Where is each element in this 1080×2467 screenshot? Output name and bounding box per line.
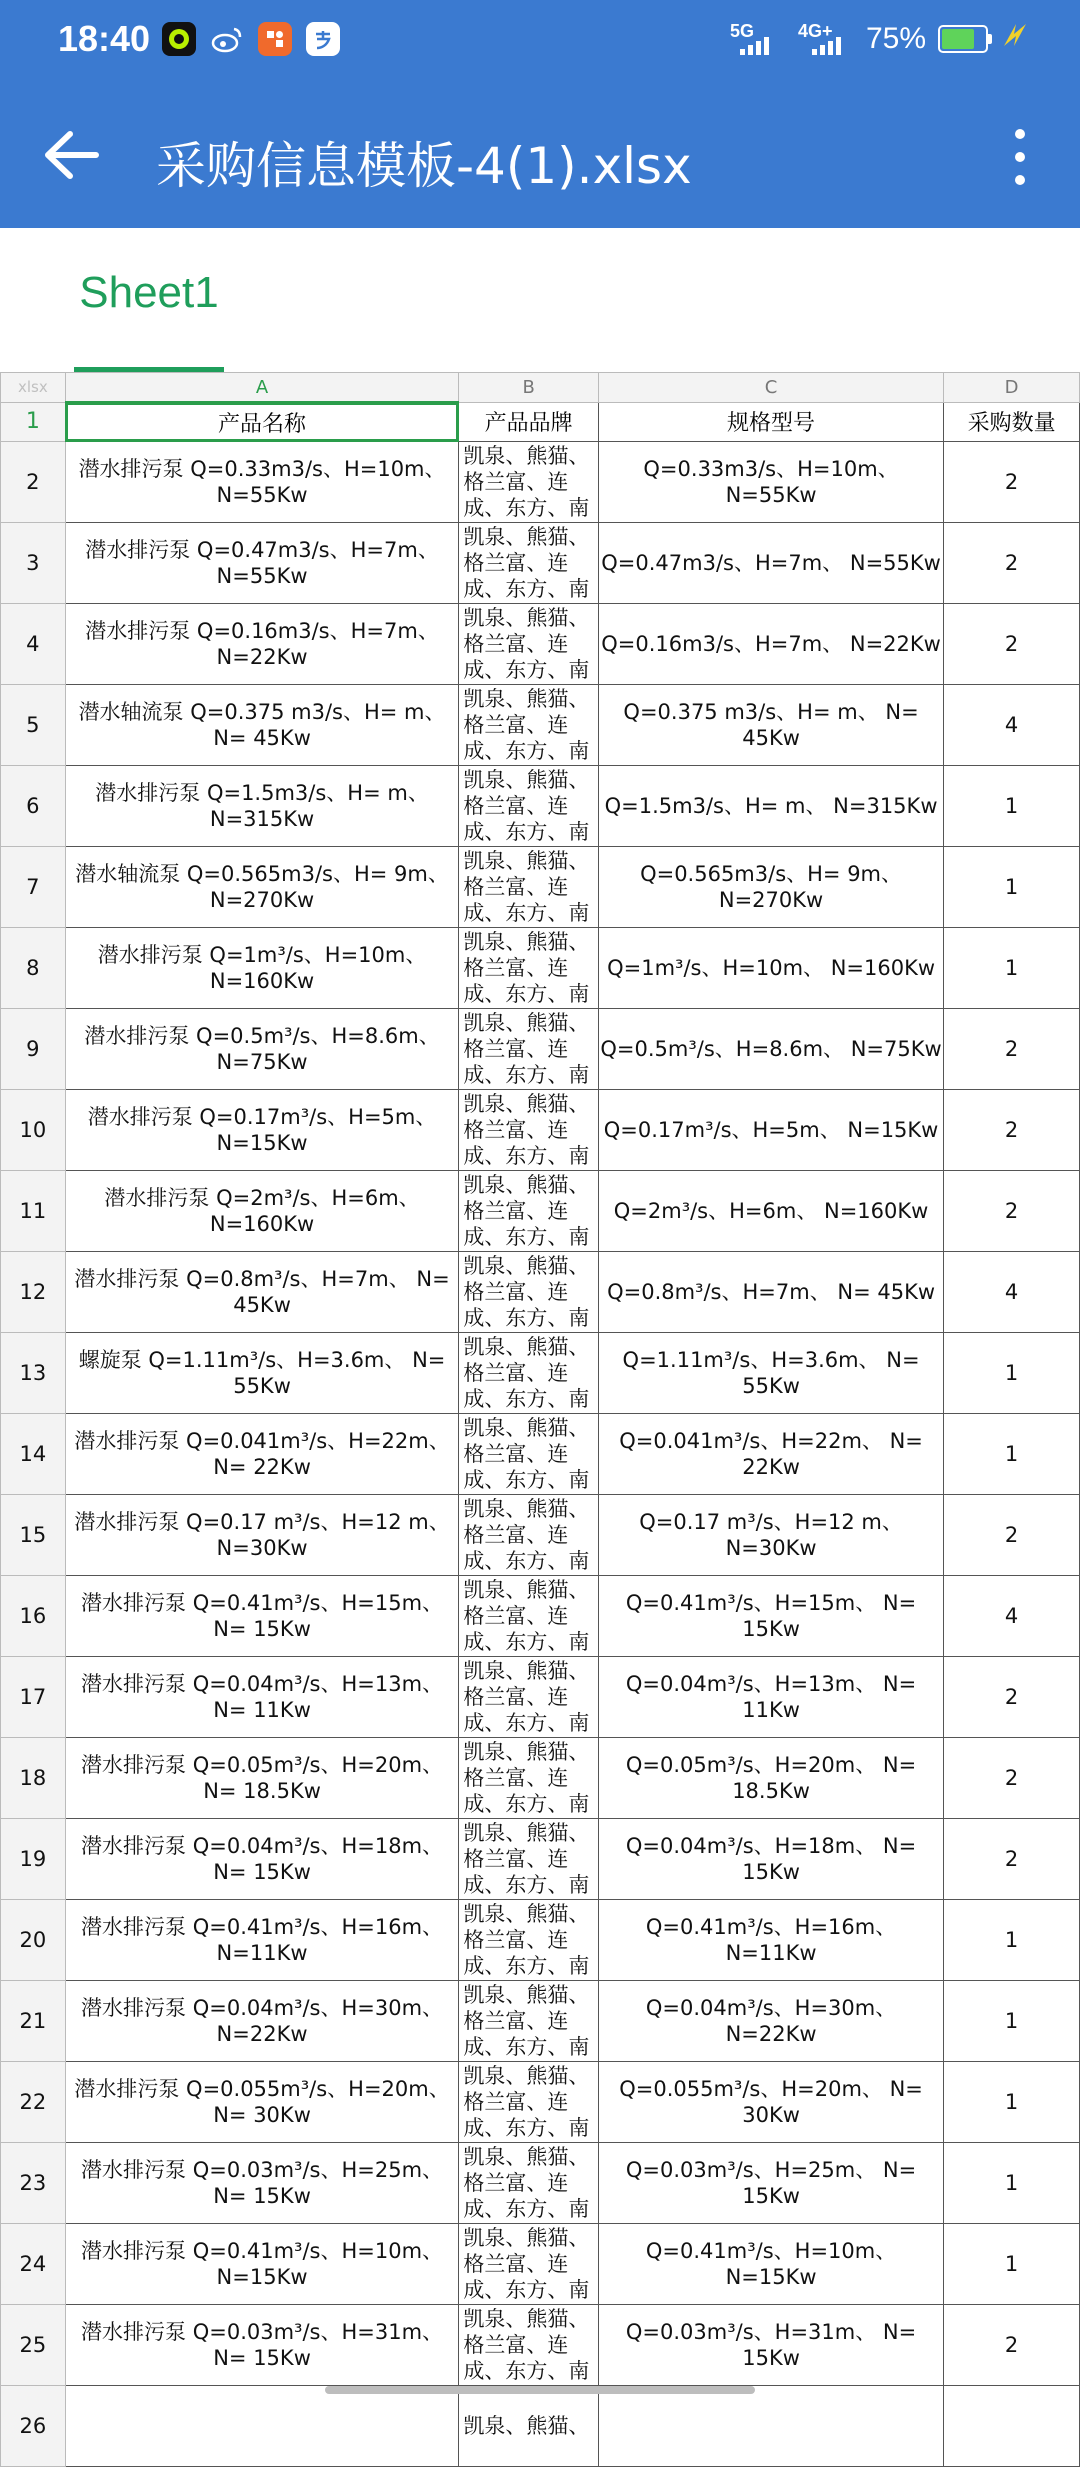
row-number[interactable]: 11 — [1, 1171, 66, 1252]
cell-brand[interactable]: 凯泉、熊猫、格兰富、连成、东方、南 — [459, 1495, 599, 1576]
cell-quantity[interactable]: 1 — [944, 1900, 1080, 1981]
cell-quantity[interactable]: 4 — [944, 685, 1080, 766]
row-number[interactable]: 7 — [1, 847, 66, 928]
cell-product-name[interactable]: 潜水排污泵 Q=0.041m³/s、H=22m、 N= 22Kw — [65, 1414, 459, 1495]
cell-quantity[interactable]: 2 — [944, 604, 1080, 685]
arrow-back-icon — [42, 130, 100, 180]
table-row — [1, 1495, 1080, 1576]
column-header-C[interactable]: C — [598, 373, 943, 403]
cell-brand[interactable]: 凯泉、熊猫、格兰富、连成、东方、南 — [459, 1576, 599, 1657]
column-header-B[interactable]: B — [459, 373, 599, 403]
cell-A1[interactable]: 产品名称 — [65, 402, 459, 442]
cell-product-name[interactable]: 潜水排污泵 Q=0.03m³/s、H=31m、 N= 15Kw — [65, 2305, 459, 2386]
more-vert-icon — [1015, 129, 1025, 139]
table-row — [1, 2143, 1080, 2224]
table-row — [1, 1738, 1080, 1819]
cell-brand[interactable]: 凯泉、熊猫、格兰富、连成、东方、南 — [459, 2305, 599, 2386]
cell-spec[interactable]: Q=1.5m3/s、H= m、 N=315Kw — [598, 766, 943, 847]
cell-spec[interactable]: Q=0.03m³/s、H=31m、 N= 15Kw — [598, 2305, 943, 2386]
cell-B1[interactable]: 产品品牌 — [459, 402, 599, 442]
row-number[interactable]: 13 — [1, 1333, 66, 1414]
gesture-nav-handle[interactable] — [325, 2386, 755, 2394]
cell-brand[interactable]: 凯泉、熊猫、格兰富、连成、东方、南 — [459, 766, 599, 847]
cell-product-name[interactable]: 潜水排污泵 Q=0.41m³/s、H=16m、N=11Kw — [65, 1900, 459, 1981]
cell-product-name[interactable]: 潜水排污泵 Q=0.47m3/s、H=7m、N=55Kw — [65, 523, 459, 604]
cell-product-name[interactable]: 潜水排污泵 Q=0.17m³/s、H=5m、N=15Kw — [65, 1090, 459, 1171]
cell-product-name[interactable] — [65, 2386, 459, 2467]
more-options-button[interactable] — [1000, 122, 1040, 192]
cell-quantity[interactable]: 2 — [944, 1009, 1080, 1090]
row-number[interactable]: 22 — [1, 2062, 66, 2143]
table-row — [1, 685, 1080, 766]
table-row — [1, 928, 1080, 1009]
cell-product-name[interactable]: 潜水排污泵 Q=0.5m³/s、H=8.6m、N=75Kw — [65, 1009, 459, 1090]
column-header-D[interactable]: D — [944, 373, 1080, 403]
cell-brand[interactable]: 凯泉、熊猫、格兰富、连成、东方、南 — [459, 1090, 599, 1171]
cell-spec[interactable]: Q=0.17 m³/s、H=12 m、 N=30Kw — [598, 1495, 943, 1576]
cell-quantity[interactable]: 1 — [944, 2224, 1080, 2305]
cell-quantity[interactable]: 2 — [944, 1738, 1080, 1819]
network-5g-label: 5G — [729, 21, 754, 41]
cell-quantity[interactable]: 1 — [944, 928, 1080, 1009]
row-number[interactable]: 5 — [1, 685, 66, 766]
cell-product-name[interactable]: 潜水排污泵 Q=0.16m3/s、H=7m、N=22Kw — [65, 604, 459, 685]
network-4g-label: 4G+ — [797, 21, 833, 41]
row-number[interactable]: 21 — [1, 1981, 66, 2062]
table-row — [1, 1819, 1080, 1900]
cell-product-name[interactable]: 潜水排污泵 Q=0.04m³/s、H=18m、 N= 15Kw — [65, 1819, 459, 1900]
row-number[interactable]: 9 — [1, 1009, 66, 1090]
cell-quantity[interactable]: 1 — [944, 2143, 1080, 2224]
cell-quantity[interactable] — [944, 2386, 1080, 2467]
row-number[interactable]: 23 — [1, 2143, 66, 2224]
cell-spec[interactable]: Q=0.41m³/s、H=10m、 N=15Kw — [598, 2224, 943, 2305]
wechat-green-icon — [162, 22, 196, 56]
cell-spec[interactable]: Q=0.04m³/s、H=30m、 N=22Kw — [598, 1981, 943, 2062]
table-row — [1, 1090, 1080, 1171]
signal-5g-icon — [730, 21, 786, 57]
row-number[interactable]: 26 — [1, 2386, 66, 2467]
cell-product-name[interactable]: 潜水排污泵 Q=0.33m3/s、H=10m、N=55Kw — [65, 442, 459, 523]
cell-spec[interactable]: Q=0.5m³/s、H=8.6m、 N=75Kw — [598, 1009, 943, 1090]
cell-quantity[interactable]: 2 — [944, 1495, 1080, 1576]
app-orange-icon — [258, 22, 292, 56]
table-row — [1, 1414, 1080, 1495]
cell-spec[interactable]: Q=0.041m³/s、H=22m、 N= 22Kw — [598, 1414, 943, 1495]
table-row — [1, 766, 1080, 847]
cell-brand[interactable]: 凯泉、熊猫、格兰富、连成、东方、南 — [459, 2062, 599, 2143]
cell-product-name[interactable]: 潜水排污泵 Q=0.41m³/s、H=10m、N=15Kw — [65, 2224, 459, 2305]
cell-brand[interactable]: 凯泉、熊猫、格兰富、连成、东方、南 — [459, 2143, 599, 2224]
row-number[interactable]: 25 — [1, 2305, 66, 2386]
app-bar — [0, 82, 1080, 228]
back-button[interactable] — [36, 120, 106, 190]
table-row — [1, 1252, 1080, 1333]
cell-brand[interactable]: 凯泉、熊猫、格兰富、连成、东方、南 — [459, 523, 599, 604]
cell-quantity[interactable]: 1 — [944, 1414, 1080, 1495]
cell-product-name[interactable]: 潜水排污泵 Q=1m³/s、H=10m、N=160Kw — [65, 928, 459, 1009]
status-right — [730, 20, 1030, 58]
cell-quantity[interactable]: 1 — [944, 1981, 1080, 2062]
row-number[interactable]: 15 — [1, 1495, 66, 1576]
cell-spec[interactable]: Q=0.33m3/s、H=10m、 N=55Kw — [598, 442, 943, 523]
sheet-table — [0, 372, 1080, 2467]
cell-brand[interactable]: 凯泉、熊猫、格兰富、连成、东方、南 — [459, 1009, 599, 1090]
cell-quantity[interactable]: 4 — [944, 1576, 1080, 1657]
cell-product-name[interactable]: 潜水排污泵 Q=0.03m³/s、H=25m、 N= 15Kw — [65, 2143, 459, 2224]
signal-4g-icon — [798, 21, 854, 57]
cell-brand[interactable]: 凯泉、熊猫、格兰富、连成、东方、南 — [459, 1252, 599, 1333]
cell-spec[interactable]: Q=0.17m³/s、H=5m、 N=15Kw — [598, 1090, 943, 1171]
sheet-tabs — [0, 228, 1080, 372]
cell-spec[interactable]: Q=0.04m³/s、H=18m、 N= 15Kw — [598, 1819, 943, 1900]
row-number[interactable]: 4 — [1, 604, 66, 685]
table-row — [1, 604, 1080, 685]
cell-brand[interactable]: 凯泉、熊猫、格兰富、连成、东方、南 — [459, 847, 599, 928]
battery-fill — [942, 29, 974, 49]
cell-product-name[interactable]: 潜水排污泵 Q=0.04m³/s、H=13m、 N= 11Kw — [65, 1657, 459, 1738]
cell-brand[interactable]: 凯泉、熊猫、格兰富、连成、东方、南 — [459, 1981, 599, 2062]
cell-product-name[interactable]: 潜水轴流泵 Q=0.565m3/s、H= 9m、N=270Kw — [65, 847, 459, 928]
cell-quantity[interactable]: 4 — [944, 1252, 1080, 1333]
cell-brand[interactable]: 凯泉、熊猫、格兰富、连成、东方、南 — [459, 928, 599, 1009]
alipay-icon — [306, 22, 340, 56]
row-number[interactable]: 3 — [1, 523, 66, 604]
cell-product-name[interactable]: 潜水排污泵 Q=0.04m³/s、H=30m、N=22Kw — [65, 1981, 459, 2062]
cell-spec[interactable]: Q=0.8m³/s、H=7m、 N= 45Kw — [598, 1252, 943, 1333]
cell-brand[interactable]: 凯泉、熊猫、格兰富、连成、东方、南 — [459, 442, 599, 523]
cell-brand[interactable]: 凯泉、熊猫、格兰富、连成、东方、南 — [459, 685, 599, 766]
cell-spec[interactable]: Q=0.05m³/s、H=20m、 N= 18.5Kw — [598, 1738, 943, 1819]
status-time: 18:40 — [58, 18, 151, 59]
spreadsheet[interactable] — [0, 372, 1080, 2438]
column-header-row — [1, 373, 1080, 403]
row-number[interactable]: 2 — [1, 442, 66, 523]
cell-spec[interactable]: Q=0.41m³/s、H=16m、 N=11Kw — [598, 1900, 943, 1981]
cell-product-name[interactable]: 潜水排污泵 Q=0.055m³/s、H=20m、 N= 30Kw — [65, 2062, 459, 2143]
column-header-A[interactable]: A — [65, 373, 459, 403]
row-number[interactable]: 1 — [1, 402, 66, 442]
table-row — [1, 1171, 1080, 1252]
notification-icons — [162, 22, 340, 60]
cell-brand[interactable]: 凯泉、熊猫、格兰富、连成、东方、南 — [459, 1414, 599, 1495]
cell-quantity[interactable]: 2 — [944, 523, 1080, 604]
table-row — [1, 2305, 1080, 2386]
battery-icon — [938, 25, 988, 53]
table-header-row — [1, 402, 1080, 442]
cell-spec[interactable]: Q=0.03m³/s、H=25m、 N= 15Kw — [598, 2143, 943, 2224]
row-number[interactable]: 14 — [1, 1414, 66, 1495]
cell-brand[interactable]: 凯泉、熊猫、格兰富、连成、东方、南 — [459, 604, 599, 685]
cell-quantity[interactable]: 1 — [944, 1333, 1080, 1414]
cell-quantity[interactable]: 1 — [944, 847, 1080, 928]
battery-percent: 75% — [865, 22, 926, 55]
corner-cell[interactable]: xlsx — [1, 373, 66, 403]
row-number[interactable]: 16 — [1, 1576, 66, 1657]
cell-product-name[interactable]: 潜水排污泵 Q=0.41m³/s、H=15m、 N= 15Kw — [65, 1576, 459, 1657]
table-row — [1, 1009, 1080, 1090]
cell-spec[interactable]: Q=0.375 m3/s、H= m、 N= 45Kw — [598, 685, 943, 766]
cell-product-name[interactable]: 螺旋泵 Q=1.11m³/s、H=3.6m、 N= 55Kw — [65, 1333, 459, 1414]
cell-brand[interactable]: 凯泉、熊猫、格兰富、连成、东方、南 — [459, 1738, 599, 1819]
cell-quantity[interactable]: 1 — [944, 766, 1080, 847]
row-number[interactable]: 19 — [1, 1819, 66, 1900]
table-row — [1, 2386, 1080, 2467]
charging-icon — [1000, 20, 1030, 58]
cell-spec[interactable]: Q=1.11m³/s、H=3.6m、 N= 55Kw — [598, 1333, 943, 1414]
cell-spec[interactable]: Q=0.565m3/s、H= 9m、 N=270Kw — [598, 847, 943, 928]
cell-brand[interactable]: 凯泉、熊猫、 — [459, 2386, 599, 2467]
row-number[interactable]: 6 — [1, 766, 66, 847]
cell-spec[interactable]: Q=0.47m3/s、H=7m、 N=55Kw — [598, 523, 943, 604]
cell-quantity[interactable]: 2 — [944, 442, 1080, 523]
cell-brand[interactable]: 凯泉、熊猫、格兰富、连成、东方、南 — [459, 1819, 599, 1900]
table-row — [1, 1657, 1080, 1738]
row-number[interactable]: 20 — [1, 1900, 66, 1981]
row-number[interactable]: 24 — [1, 2224, 66, 2305]
table-row — [1, 1900, 1080, 1981]
cell-quantity[interactable]: 1 — [944, 2062, 1080, 2143]
cell-quantity[interactable]: 2 — [944, 1171, 1080, 1252]
table-row — [1, 1333, 1080, 1414]
weibo-icon — [210, 22, 244, 56]
row-number[interactable]: 8 — [1, 928, 66, 1009]
cell-product-name[interactable]: 潜水排污泵 Q=0.8m³/s、H=7m、 N= 45Kw — [65, 1252, 459, 1333]
cell-product-name[interactable]: 潜水排污泵 Q=2m³/s、H=6m、N=160Kw — [65, 1171, 459, 1252]
row-number[interactable]: 10 — [1, 1090, 66, 1171]
cell-brand[interactable]: 凯泉、熊猫、格兰富、连成、东方、南 — [459, 1657, 599, 1738]
table-row — [1, 442, 1080, 523]
table-row — [1, 1981, 1080, 2062]
cell-brand[interactable]: 凯泉、熊猫、格兰富、连成、东方、南 — [459, 1900, 599, 1981]
cell-spec[interactable]: Q=0.04m³/s、H=13m、 N= 11Kw — [598, 1657, 943, 1738]
cell-product-name[interactable]: 潜水轴流泵 Q=0.375 m3/s、H= m、 N= 45Kw — [65, 685, 459, 766]
cell-quantity[interactable]: 2 — [944, 1819, 1080, 1900]
table-row — [1, 2062, 1080, 2143]
cell-spec[interactable]: Q=1m³/s、H=10m、 N=160Kw — [598, 928, 943, 1009]
cell-product-name[interactable]: 潜水排污泵 Q=0.05m³/s、H=20m、 N= 18.5Kw — [65, 1738, 459, 1819]
row-number[interactable]: 18 — [1, 1738, 66, 1819]
cell-product-name[interactable]: 潜水排污泵 Q=1.5m3/s、H= m、N=315Kw — [65, 766, 459, 847]
cell-brand[interactable]: 凯泉、熊猫、格兰富、连成、东方、南 — [459, 1171, 599, 1252]
cell-product-name[interactable]: 潜水排污泵 Q=0.17 m³/s、H=12 m、N=30Kw — [65, 1495, 459, 1576]
cell-spec[interactable]: Q=0.16m3/s、H=7m、 N=22Kw — [598, 604, 943, 685]
tab-sheet1-label: Sheet1 — [79, 268, 219, 317]
cell-quantity[interactable]: 2 — [944, 1090, 1080, 1171]
cell-quantity[interactable]: 2 — [944, 2305, 1080, 2386]
tab-sheet1[interactable] — [74, 268, 224, 372]
cell-spec[interactable]: Q=0.055m³/s、H=20m、 N= 30Kw — [598, 2062, 943, 2143]
cell-brand[interactable]: 凯泉、熊猫、格兰富、连成、东方、南 — [459, 2224, 599, 2305]
cell-spec[interactable] — [598, 2386, 943, 2467]
table-row — [1, 1576, 1080, 1657]
row-number[interactable]: 12 — [1, 1252, 66, 1333]
cell-quantity[interactable]: 2 — [944, 1657, 1080, 1738]
cell-C1[interactable]: 规格型号 — [598, 402, 943, 442]
table-row — [1, 2224, 1080, 2305]
file-title: 采购信息模板-4(1).xlsx — [156, 137, 692, 195]
cell-D1[interactable]: 采购数量 — [944, 402, 1080, 442]
table-row — [1, 523, 1080, 604]
status-bar — [0, 0, 1080, 82]
table-row — [1, 847, 1080, 928]
cell-spec[interactable]: Q=2m³/s、H=6m、 N=160Kw — [598, 1171, 943, 1252]
cell-brand[interactable]: 凯泉、熊猫、格兰富、连成、东方、南 — [459, 1333, 599, 1414]
cell-spec[interactable]: Q=0.41m³/s、H=15m、 N= 15Kw — [598, 1576, 943, 1657]
row-number[interactable]: 17 — [1, 1657, 66, 1738]
